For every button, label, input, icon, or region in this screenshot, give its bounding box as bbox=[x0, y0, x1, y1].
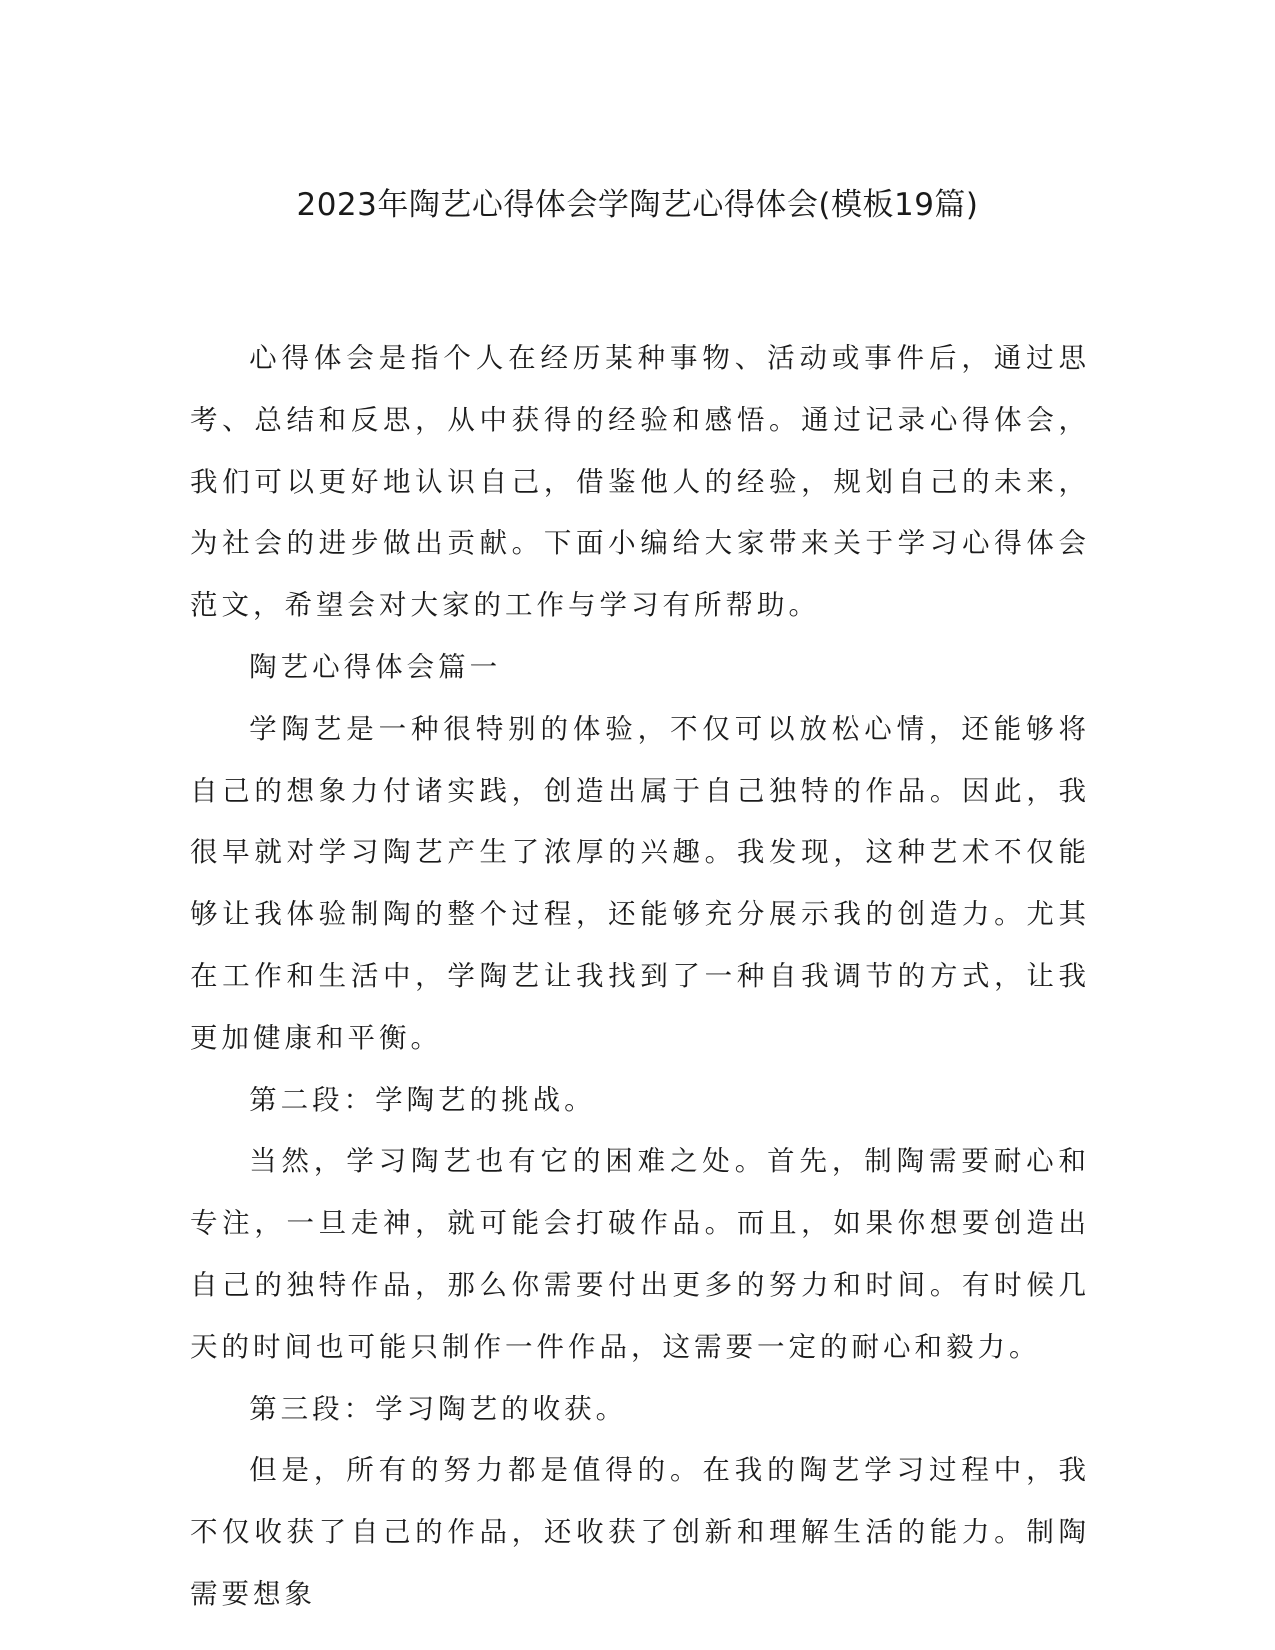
challenges-paragraph: 当然，学习陶艺也有它的困难之处。首先，制陶需要耐心和专注，一旦走神，就可能会打破作品。而且，如果你想要创造出自己的独特作品，那么你需要付出更多的努力和时间。有时候几天的时间也可能只制作一件作品，这需要一定的耐心和毅力。 bbox=[190, 1145, 1090, 1363]
gains-paragraph: 但是，所有的努力都是值得的。在我的陶艺学习过程中，我不仅收获了自己的作品，还收获了创新和理解生活的能力。制陶需要想象 bbox=[190, 1454, 1090, 1610]
intro-paragraph: 心得体会是指个人在经历某种事物、活动或事件后，通过思考、总结和反思，从中获得的经验和感悟。通过记录心得体会，我们可以更好地认识自己，借鉴他人的经验，规划自己的未来，为社会的进步做出贡献。下面小编给大家带来关于学习心得体会范文，希望会对大家的工作与学习有所帮助。 bbox=[190, 342, 1090, 622]
section-heading-challenges: 第二段：学陶艺的挑战。 bbox=[249, 1083, 596, 1116]
section-heading-part-one: 陶艺心得体会篇一 bbox=[249, 650, 502, 683]
document-body bbox=[190, 328, 1090, 1626]
document-title: 2023年陶艺心得体会学陶艺心得体会(模板19篇) bbox=[296, 187, 979, 223]
section-heading-gains: 第三段：学习陶艺的收获。 bbox=[249, 1392, 628, 1425]
part-one-paragraph: 学陶艺是一种很特别的体验，不仅可以放松心情，还能够将自己的想象力付诸实践，创造出属于自己独特的作品。因此，我很早就对学习陶艺产生了浓厚的兴趣。我发现，这种艺术不仅能够让我体验制陶的整个过程，还能够充分展示我的创造力。尤其在工作和生活中，学陶艺让我找到了一种自我调节的方式，让我更加健康和平衡。 bbox=[190, 712, 1090, 1054]
